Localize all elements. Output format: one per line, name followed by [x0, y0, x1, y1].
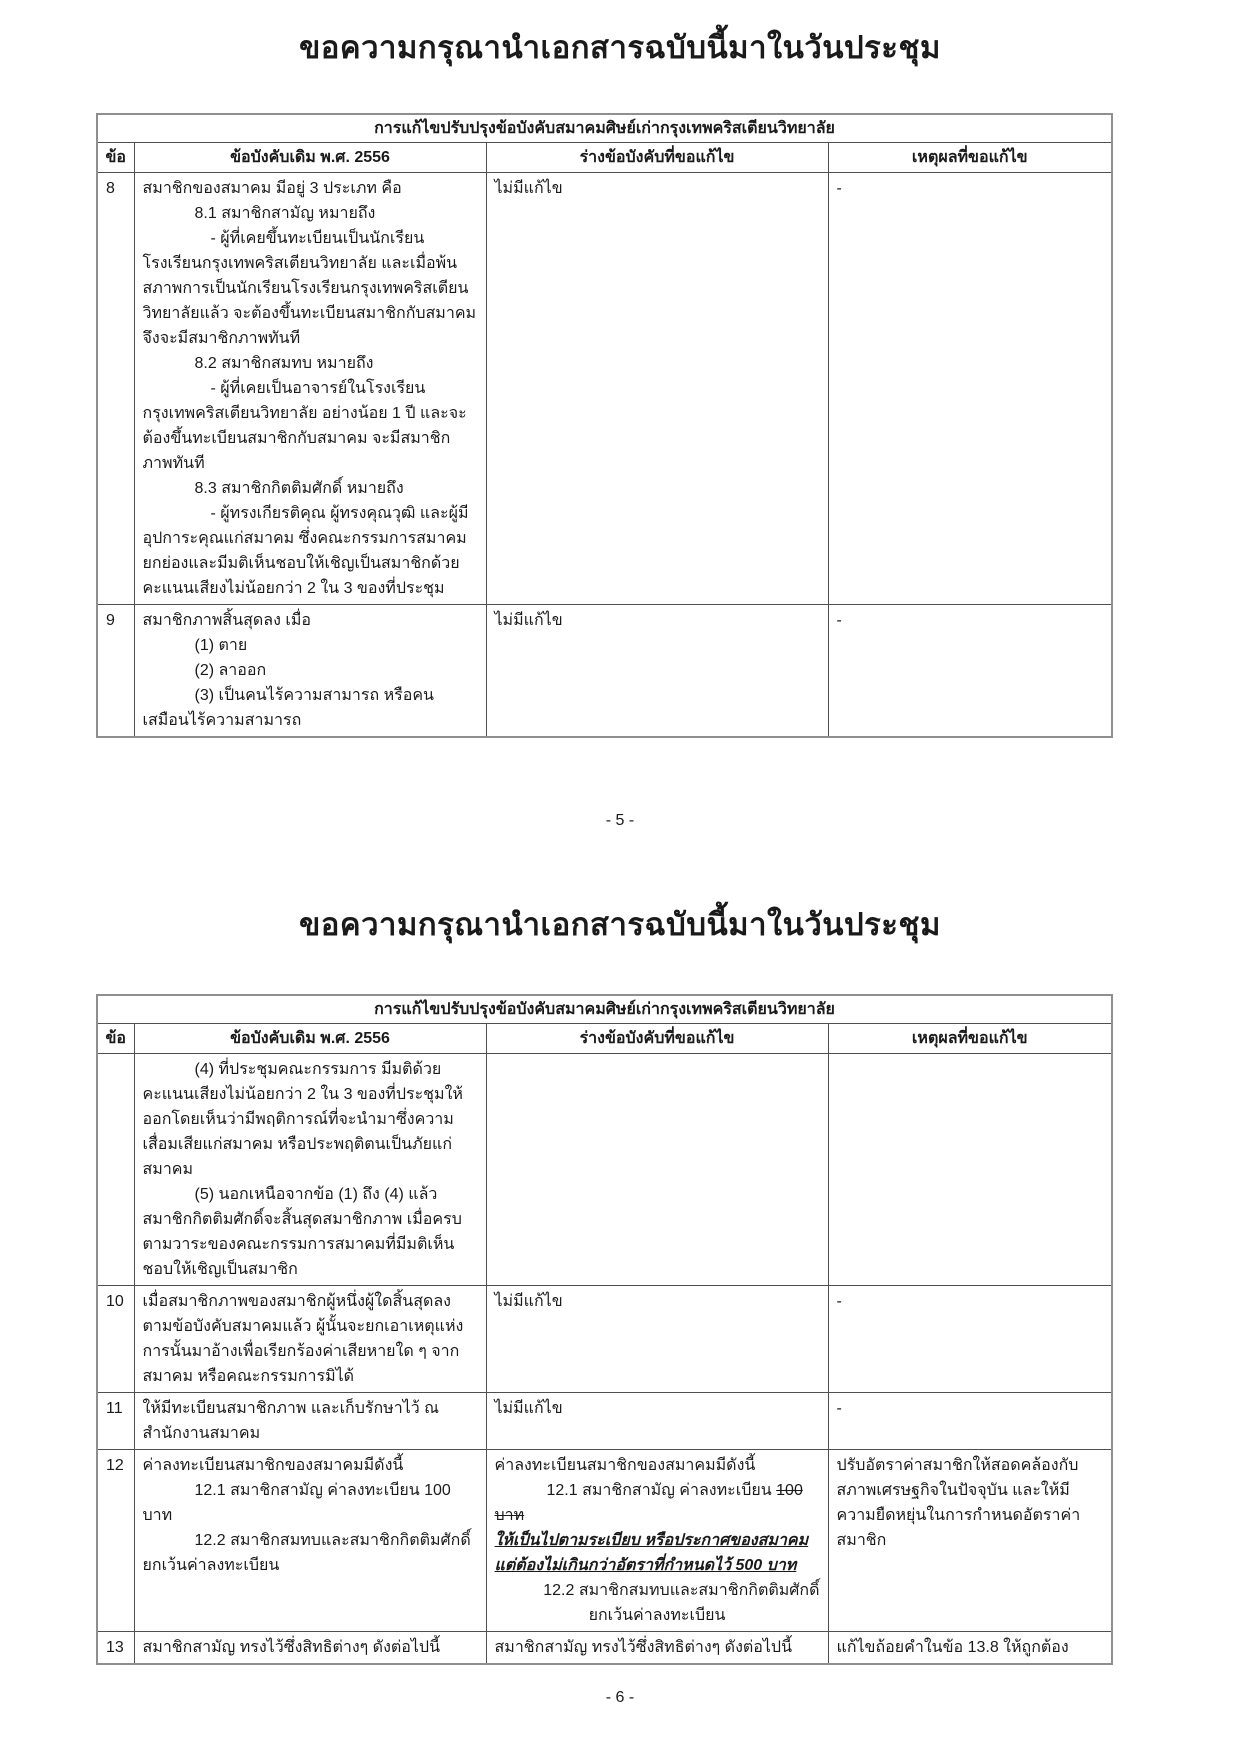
- page-6: [0, 877, 1240, 1754]
- paragraph: ยกเว้นค่าลงทะเบียน: [588, 1607, 726, 1624]
- paragraph: สมาชิกภาพสิ้นสุดลง เมื่อ: [142, 612, 311, 629]
- paragraph: 8.2 สมาชิกสมทบ หมายถึง: [194, 355, 374, 372]
- table-title-row: [97, 114, 1112, 143]
- reason-text-cell: -: [828, 173, 1112, 605]
- table-title: การแก้ไขปรับปรุงข้อบังคับสมาคมศิษย์เก่ากรุงเทพคริสเตียนวิทยาลัย: [97, 995, 1112, 1024]
- row-number: 10: [97, 1286, 134, 1393]
- column-header-reason: เหตุผลที่ขอแก้ไข: [828, 1024, 1112, 1054]
- table-row-11: [97, 1393, 1112, 1450]
- original-text-cell: [134, 1054, 486, 1286]
- paragraph: ปรับอัตราค่าสมาชิกให้สอดคล้องกับสภาพเศรษฐกิจในปัจจุบัน และให้มีความยืดหยุ่นในการกำหนดอัตราค่าสมาชิก: [836, 1457, 1081, 1549]
- table-row-9: [97, 605, 1112, 738]
- row-number: 8: [97, 173, 134, 605]
- paragraph: 8.3 สมาชิกกิตติมศักดิ์ หมายถึง: [194, 480, 404, 497]
- page-number: - 5 -: [605, 812, 635, 829]
- row-number: 11: [97, 1393, 134, 1450]
- draft-text-cell: [486, 1632, 828, 1665]
- reason-text-cell: [828, 1632, 1112, 1665]
- table-title: การแก้ไขปรับปรุงข้อบังคับสมาคมศิษย์เก่ากรุงเทพคริสเตียนวิทยาลัย: [97, 114, 1112, 143]
- paragraph: - ผู้ที่เคยขึ้นทะเบียนเป็นนักเรียนโรงเรียนกรุงเทพคริสเตียนวิทยาลัย และเมื่อพ้นสภาพการเป็นนักเรียนโรงเรียนกรุงเทพคริสเตียนวิทยาลัยแล้ว จะต้องขึ้นทะเบียนสมาชิกกับสมาคมจึงจะมีสมาชิกภาพทันที: [142, 230, 477, 347]
- document-title: ขอความกรุณานำเอกสารฉบับนี้มาในวันประชุม: [299, 30, 941, 65]
- original-text-cell: [134, 605, 486, 738]
- paragraph: สมาชิกของสมาคม มีอยู่ 3 ประเภท คือ: [142, 180, 402, 197]
- draft-text-cell: ไม่มีแก้ไข: [486, 1393, 828, 1450]
- reason-text-cell: -: [828, 1286, 1112, 1393]
- document-title: ขอความกรุณานำเอกสารฉบับนี้มาในวันประชุม: [299, 907, 941, 942]
- row-number: 12: [97, 1450, 134, 1632]
- column-header-draft: ร่างข้อบังคับที่ขอแก้ไข: [486, 1024, 828, 1054]
- table-row-9-continued: [97, 1054, 1112, 1286]
- paragraph: 12.2 สมาชิกสมทบและสมาชิกกิตติมศักดิ์: [543, 1582, 820, 1599]
- amendment-table: [96, 994, 1113, 1665]
- paragraph: ค่าลงทะเบียนสมาชิกของสมาคมมีดังนี้: [142, 1457, 404, 1474]
- paragraph: สมาชิกสามัญ ทรงไว้ซึ่งสิทธิต่างๆ ดังต่อไปนี้: [494, 1639, 793, 1656]
- column-header-original: ข้อบังคับเดิม พ.ศ. 2556: [134, 1024, 486, 1054]
- paragraph: 12.1 สมาชิกสามัญ ค่าลงทะเบียน 100 บาท: [142, 1482, 451, 1524]
- paragraph: (1) ตาย: [194, 637, 248, 654]
- table-row-13: [97, 1632, 1112, 1665]
- draft-text-cell: [486, 1450, 828, 1632]
- column-header-no: ข้อ: [97, 143, 134, 173]
- column-header-row: [97, 1024, 1112, 1054]
- paragraph: (2) ลาออก: [194, 662, 267, 679]
- paragraph: (3) เป็นคนไร้ความสามารถ หรือคนเสมือนไร้ความสามารถ: [142, 687, 434, 729]
- paragraph: 12.2 สมาชิกสมทบและสมาชิกกิตติมศักดิ์ ยกเว้นค่าลงทะเบียน: [142, 1532, 471, 1574]
- original-text-cell: [134, 173, 486, 605]
- original-text-cell: [134, 1450, 486, 1632]
- original-text-cell: [134, 1632, 486, 1665]
- paragraph: (4) ที่ประชุมคณะกรรมการ มีมติด้วยคะแนนเสียงไม่น้อยกว่า 2 ใน 3 ของที่ประชุมให้ออกโดยเห็นว่ามีพฤติการณ์ที่จะนำมาซึ่งความเสื่อมเสียแก่สมาคม หรือประพฤติตนเป็นภัยแก่สมาคม: [142, 1061, 463, 1178]
- amended-text-line: ให้เป็นไปตามระเบียบ หรือประกาศของสมาคม: [494, 1532, 809, 1549]
- row-number: 9: [97, 605, 134, 738]
- table-title-row: [97, 995, 1112, 1024]
- paragraph: ค่าลงทะเบียนสมาชิกของสมาคมมีดังนี้: [494, 1457, 756, 1474]
- column-header-row: [97, 143, 1112, 173]
- reason-text-cell: [828, 1450, 1112, 1632]
- draft-text-cell: ไม่มีแก้ไข: [486, 605, 828, 738]
- table-row-8: [97, 173, 1112, 605]
- paragraph: สมาชิกสามัญ ทรงไว้ซึ่งสิทธิต่างๆ ดังต่อไปนี้: [142, 1639, 441, 1656]
- column-header-original: ข้อบังคับเดิม พ.ศ. 2556: [134, 143, 486, 173]
- row-number: [97, 1054, 134, 1286]
- reason-text-cell: -: [828, 1393, 1112, 1450]
- paragraph: - ผู้ทรงเกียรติคุณ ผู้ทรงคุณวุฒิ และผู้มีอุปการะคุณแก่สมาคม ซึ่งคณะกรรมการสมาคมยกย่องและมีมติเห็นชอบให้เชิญเป็นสมาชิกด้วยคะแนนเสียงไม่น้อยกว่า 2 ใน 3 ของที่ประชุม: [142, 505, 469, 597]
- original-text-cell: [134, 1393, 486, 1450]
- draft-text-cell: ไม่มีแก้ไข: [486, 173, 828, 605]
- table-row-10: [97, 1286, 1112, 1393]
- amendment-table: [96, 113, 1113, 738]
- original-text-cell: [134, 1286, 486, 1393]
- paragraph: (5) นอกเหนือจากข้อ (1) ถึง (4) แล้ว สมาชิกกิตติมศักดิ์จะสิ้นสุดสมาชิกภาพ เมื่อครบตามวาระของคณะกรรมการสมาคมที่มีมติเห็นชอบให้เชิญเป็นสมาชิก: [142, 1186, 462, 1278]
- paragraph: - ผู้ที่เคยเป็นอาจารย์ในโรงเรียนกรุงเทพคริสเตียนวิทยาลัย อย่างน้อย 1 ปี และจะต้องขึ้นทะเบียนสมาชิกกับสมาคม จะมีสมาชิกภาพทันที: [142, 380, 467, 472]
- reason-text-cell: [828, 1054, 1112, 1286]
- table-row-12: [97, 1450, 1112, 1632]
- column-header-draft: ร่างข้อบังคับที่ขอแก้ไข: [486, 143, 828, 173]
- paragraph: แก้ไขถ้อยคำในข้อ 13.8 ให้ถูกต้อง: [836, 1639, 1069, 1656]
- reason-text-cell: -: [828, 605, 1112, 738]
- row-number: 13: [97, 1632, 134, 1665]
- draft-text-cell: ไม่มีแก้ไข: [486, 1286, 828, 1393]
- draft-fee-prefix: 12.1 สมาชิกสามัญ ค่าลงทะเบียน: [546, 1482, 777, 1499]
- draft-text-cell: [486, 1054, 828, 1286]
- paragraph: [495, 1478, 820, 1528]
- column-header-reason: เหตุผลที่ขอแก้ไข: [828, 143, 1112, 173]
- paragraph: เมื่อสมาชิกภาพของสมาชิกผู้หนึ่งผู้ใดสิ้นสุดลงตามข้อบังคับสมาคมแล้ว ผู้นั้นจะยกเอาเหตุแห่งการนั้นมาอ้างเพื่อเรียกร้องค่าเสียหายใด ๆ จากสมาคม หรือคณะกรรมการมิได้: [142, 1293, 464, 1385]
- paragraph: 8.1 สมาชิกสามัญ หมายถึง: [194, 205, 376, 222]
- page-number: - 6 -: [605, 1689, 635, 1706]
- struck-out-text: 100 บาท: [494, 1482, 803, 1524]
- column-header-no: ข้อ: [97, 1024, 134, 1054]
- amended-text-line: แต่ต้องไม่เกินกว่าอัตราที่กำหนดไว้ 500 บาท: [494, 1557, 797, 1574]
- paragraph: ให้มีทะเบียนสมาชิกภาพ และเก็บรักษาไว้ ณ สำนักงานสมาคม: [142, 1400, 440, 1442]
